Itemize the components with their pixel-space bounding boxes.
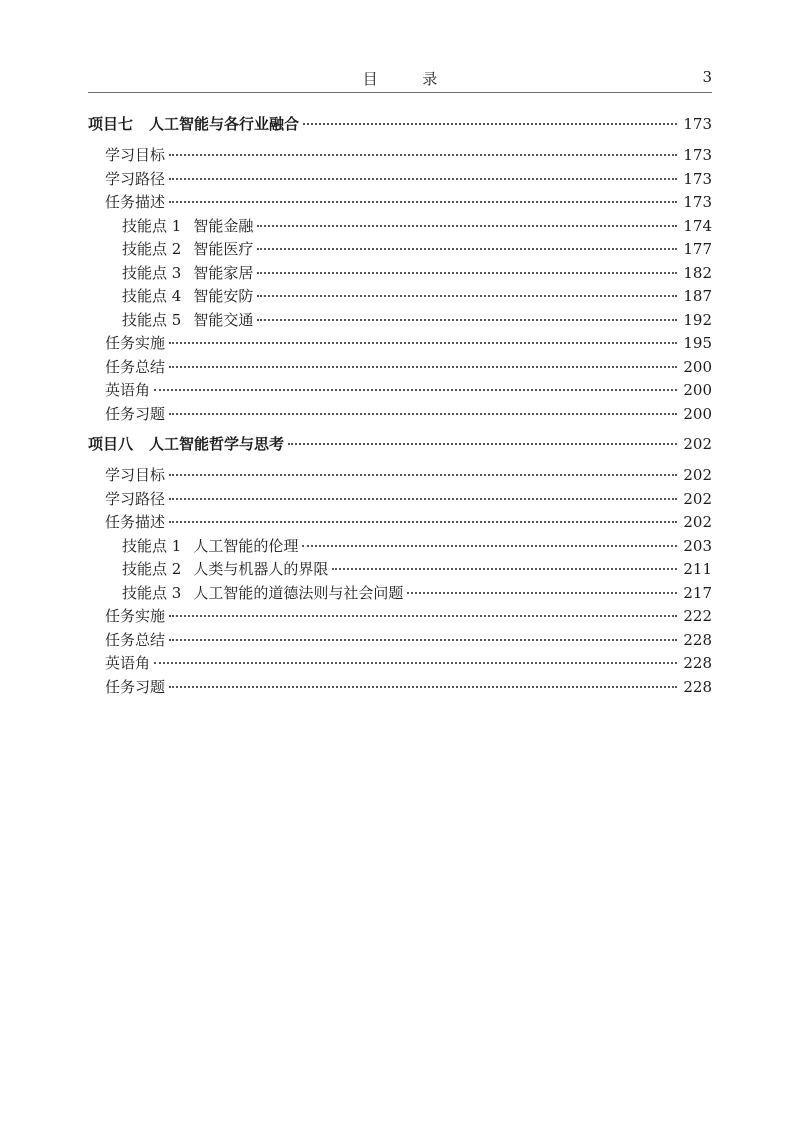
toc-skill-prefix: 技能点 2 <box>122 560 182 578</box>
toc-page-number: 177 <box>683 240 712 258</box>
dot-leader <box>257 248 677 250</box>
toc-project-title: 人工智能哲学与思考 <box>149 435 285 453</box>
toc-skill-entry[interactable] <box>88 215 712 239</box>
dot-leader <box>169 498 677 500</box>
toc-page-number: 182 <box>683 263 712 282</box>
toc-entry[interactable] <box>88 488 712 512</box>
toc-entry[interactable] <box>88 356 712 380</box>
toc-entry-title: 任务描述 <box>105 193 166 211</box>
toc-entry[interactable] <box>88 403 712 427</box>
toc-project-entry[interactable] <box>88 110 712 139</box>
toc-entry-title: 智能交通 <box>193 310 254 329</box>
toc-entry-label <box>105 605 165 629</box>
toc-skill-entry[interactable] <box>88 558 712 582</box>
header-page-number: 3 <box>702 68 712 86</box>
toc-entry-title: 学习目标 <box>105 146 166 164</box>
dot-leader <box>154 662 677 664</box>
toc-page-number: 202 <box>683 466 712 484</box>
toc-entry-title: 任务总结 <box>105 630 166 649</box>
toc-entry-label <box>88 430 284 459</box>
toc-page-number: 173 <box>683 115 712 133</box>
toc-entry-label <box>122 535 298 559</box>
toc-entry-label <box>122 285 253 309</box>
toc-entry-label <box>122 215 253 239</box>
toc-project-entry[interactable] <box>88 430 712 459</box>
toc-skill-entry[interactable] <box>88 582 712 606</box>
toc-entry-title: 智能家居 <box>193 263 254 282</box>
dot-leader <box>154 389 677 391</box>
toc-entry-label <box>105 144 165 168</box>
header-title: 目 录 <box>362 70 458 88</box>
toc-page-number: 217 <box>683 583 712 602</box>
toc-entry-label <box>122 238 253 262</box>
dot-leader <box>169 342 677 344</box>
dot-leader <box>169 201 677 203</box>
toc-entry-title: 英语角 <box>105 654 151 672</box>
toc-entry-label <box>88 110 299 139</box>
toc-entry-label <box>122 309 253 333</box>
toc-project-prefix: 项目七 <box>88 115 134 133</box>
toc-skill-prefix: 技能点 1 <box>122 216 182 235</box>
toc-page-number: 202 <box>683 435 712 453</box>
toc-skill-entry[interactable] <box>88 285 712 309</box>
toc-entry-title: 学习路径 <box>105 169 166 188</box>
toc-entry-title: 学习路径 <box>105 489 166 508</box>
toc-entry[interactable] <box>88 144 712 168</box>
toc-entry-label <box>122 558 328 582</box>
dot-leader <box>169 615 677 617</box>
toc-entry-label <box>105 168 165 192</box>
toc-entry-title: 任务习题 <box>105 404 166 423</box>
toc-entry-label <box>105 191 165 215</box>
toc-page-number: 228 <box>683 677 712 696</box>
dot-leader <box>169 154 677 156</box>
toc-section <box>88 430 712 699</box>
toc-page-number: 187 <box>683 287 712 305</box>
toc-entry-label <box>105 403 165 427</box>
toc-entry-title: 任务习题 <box>105 677 166 696</box>
toc-project-prefix: 项目八 <box>88 435 134 453</box>
dot-leader <box>169 639 677 641</box>
toc-entry-title: 人类与机器人的界限 <box>193 560 329 578</box>
toc-entry[interactable] <box>88 652 712 676</box>
toc-page-number: 228 <box>683 654 712 672</box>
toc-page-number: 174 <box>683 216 712 235</box>
toc-page-number: 192 <box>683 310 712 329</box>
toc-entry-label <box>105 652 150 676</box>
toc-section <box>88 110 712 426</box>
dot-leader <box>257 225 677 227</box>
toc-entry-label <box>105 332 165 356</box>
toc-entry[interactable] <box>88 676 712 700</box>
toc-page-number: 195 <box>683 334 712 352</box>
toc-entry[interactable] <box>88 629 712 653</box>
table-of-contents <box>88 110 712 699</box>
toc-entry-title: 智能医疗 <box>193 240 254 258</box>
toc-page-number: 202 <box>683 489 712 508</box>
toc-skill-entry[interactable] <box>88 535 712 559</box>
toc-project-title: 人工智能与各行业融合 <box>149 115 300 133</box>
dot-leader <box>332 568 677 570</box>
toc-entry-label <box>122 262 253 286</box>
dot-leader <box>169 686 677 688</box>
toc-page-number: 228 <box>683 630 712 649</box>
toc-page-number: 200 <box>683 381 712 399</box>
toc-entry-label <box>105 464 165 488</box>
dot-leader <box>302 545 677 547</box>
dot-leader <box>303 123 677 125</box>
toc-skill-prefix: 技能点 3 <box>122 263 182 282</box>
toc-entry-title: 任务描述 <box>105 513 166 531</box>
toc-page-number: 173 <box>683 146 712 164</box>
dot-leader <box>407 592 677 594</box>
toc-skill-prefix: 技能点 3 <box>122 583 182 602</box>
toc-skill-entry[interactable] <box>88 262 712 286</box>
toc-entry-title: 学习目标 <box>105 466 166 484</box>
toc-page-number: 173 <box>683 193 712 211</box>
dot-leader <box>257 319 677 321</box>
toc-skill-prefix: 技能点 4 <box>122 287 182 305</box>
toc-page-number: 222 <box>683 607 712 625</box>
toc-page-number: 211 <box>683 560 712 578</box>
toc-entry-title: 任务实施 <box>105 334 166 352</box>
toc-page-number: 200 <box>683 404 712 423</box>
toc-skill-prefix: 技能点 2 <box>122 240 182 258</box>
toc-entry[interactable] <box>88 379 712 403</box>
toc-entry-title: 智能安防 <box>193 287 254 305</box>
dot-leader <box>169 474 677 476</box>
dot-leader <box>257 272 677 274</box>
toc-entry-title: 任务实施 <box>105 607 166 625</box>
toc-entry-label <box>105 488 165 512</box>
toc-skill-entry[interactable] <box>88 309 712 333</box>
toc-entry-title: 英语角 <box>105 381 151 399</box>
dot-leader <box>288 443 677 445</box>
toc-skill-prefix: 技能点 1 <box>122 536 182 555</box>
dot-leader <box>169 366 677 368</box>
dot-leader <box>169 178 677 180</box>
toc-entry[interactable] <box>88 168 712 192</box>
toc-entry[interactable] <box>88 605 712 629</box>
toc-entry-label <box>105 629 165 653</box>
dot-leader <box>257 295 677 297</box>
toc-entry-label <box>105 356 165 380</box>
toc-skill-entry[interactable] <box>88 238 712 262</box>
toc-page-number: 173 <box>683 169 712 188</box>
toc-entry[interactable] <box>88 191 712 215</box>
toc-entry-title: 智能金融 <box>193 216 254 235</box>
toc-entry-label <box>105 676 165 700</box>
toc-skill-prefix: 技能点 5 <box>122 310 182 329</box>
toc-entry-title: 任务总结 <box>105 357 166 376</box>
toc-entry-label <box>105 511 165 535</box>
toc-entry-label <box>122 582 403 606</box>
toc-page-number: 202 <box>683 513 712 531</box>
toc-entry-title: 人工智能的伦理 <box>193 536 299 555</box>
toc-entry[interactable] <box>88 464 712 488</box>
dot-leader <box>169 521 677 523</box>
dot-leader <box>169 413 677 415</box>
toc-page-number: 200 <box>683 357 712 376</box>
toc-entry[interactable] <box>88 332 712 356</box>
toc-entry-label <box>105 379 150 403</box>
toc-entry[interactable] <box>88 511 712 535</box>
toc-entry-title: 人工智能的道德法则与社会问题 <box>193 583 404 602</box>
toc-page-number: 203 <box>683 536 712 555</box>
page-header <box>88 64 712 93</box>
